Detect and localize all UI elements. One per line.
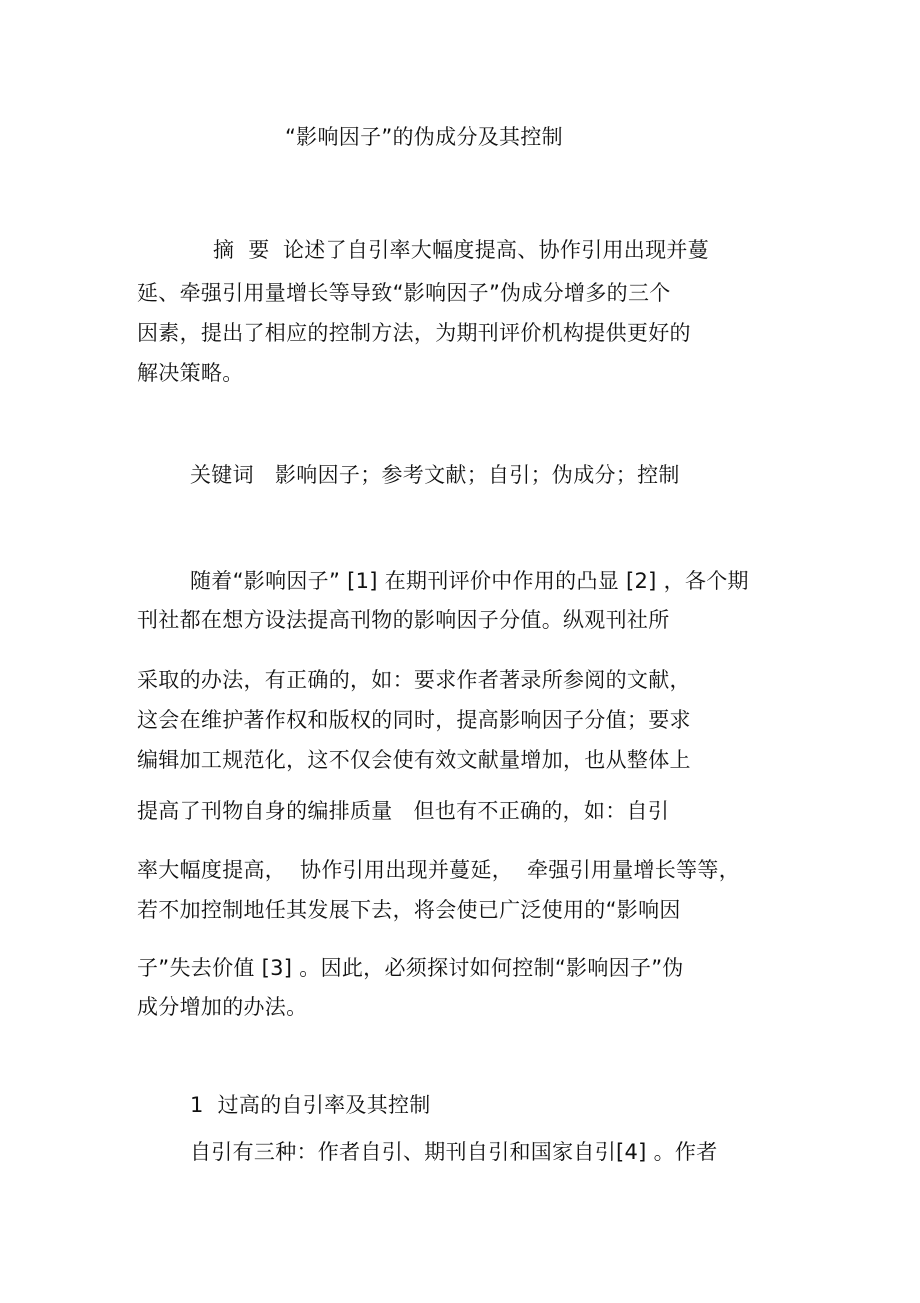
body-line: 编辑加工规范化，这不仅会使有效文献量增加，也从整体上 <box>137 748 691 772</box>
body-line: 刊社都在想方设法提高刊物的影响因子分值。纵观刊社所 <box>137 608 670 632</box>
abstract-line: 延、牵强引用量增长等导致“影响因子”伪成分增多的三个 <box>137 281 671 305</box>
abstract-label: 摘 要 <box>213 238 270 262</box>
keywords-label: 关键词 <box>190 463 254 487</box>
body-line: 采取的办法，有正确的，如：要求作者著录所参阅的文献， <box>137 668 691 692</box>
abstract-line: 解决策略。 <box>137 361 244 385</box>
body-line: 若不加控制地任其发展下去，将会使已广泛使用的“影响因 <box>137 898 681 922</box>
section-line: 自引有三种：作者自引、期刊自引和国家自引[4] 。作者 <box>190 1140 718 1164</box>
body-line: 随着“影响因子” [1] 在期刊评价中作用的凸显 [2] ，各个期 <box>190 569 749 593</box>
abstract-line: 论述了自引率大幅度提高、协作引用出现并蔓 <box>283 238 709 262</box>
body-line: 子”失去价值 [3] 。因此，必须探讨如何控制“影响因子”伪 <box>137 956 684 980</box>
abstract-line: 因素，提出了相应的控制方法，为期刊评价机构提供更好的 <box>137 321 691 345</box>
body-line: 率大幅度提高， 协作引用出现并蔓延， 牵强引用量增长等等， <box>137 858 740 882</box>
body-line: 这会在维护著作权和版权的同时，提高影响因子分值；要求 <box>137 708 691 732</box>
section-heading: 1 过高的自引率及其控制 <box>190 1093 431 1117</box>
body-line: 成分增加的办法。 <box>137 995 308 1019</box>
document-title: “影响因子”的伪成分及其控制 <box>285 125 563 149</box>
body-line: 提高了刊物自身的编排质量 但也有不正确的，如：自引 <box>137 799 670 823</box>
keywords-text: 影响因子；参考文献；自引；伪成分；控制 <box>275 463 680 487</box>
